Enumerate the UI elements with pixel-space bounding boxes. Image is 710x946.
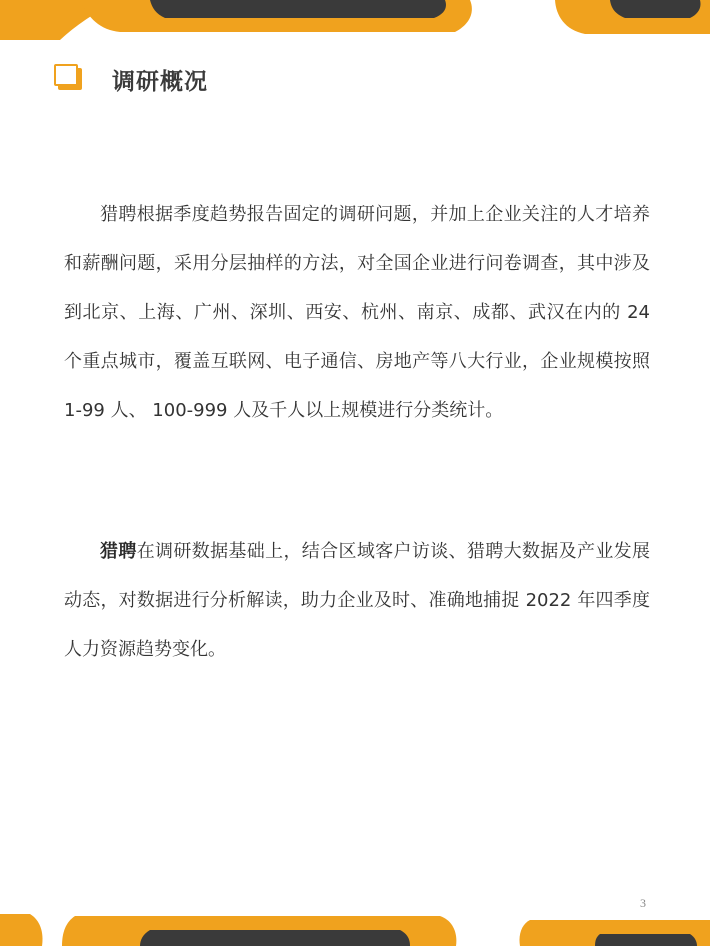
brand-name: 猎聘 — [100, 541, 137, 562]
section-title: 调研概况 — [112, 68, 208, 95]
top-band-graphic — [0, 0, 710, 40]
body-paragraph-2-text: 在调研数据基础上，结合区域客户访谈、猎聘大数据及产业发展动态，对数据进行分析解读，助力企业及时、准确地捕捉 2022 年四季度人力资源趋势变化。 — [64, 541, 651, 660]
body-paragraph-1: 猎聘根据季度趋势报告固定的调研问题，并加上企业关注的人才培养和薪酬问题，采用分层抽样的方法，对全国企业进行问卷调查，其中涉及到北京、上海、广州、深圳、西安、杭州、南京、成都、武汉在内的 24 个重点城市，覆盖互联网、电子通信、房地产等八大行业，企业规模按照 1-99 人、 100-999 人及千人以上规模进行分类统计。 — [64, 204, 650, 421]
bottom-decorative-band — [0, 906, 710, 946]
section-header — [54, 62, 208, 96]
body-paragraph-2 — [64, 527, 650, 674]
bottom-band-dark-right — [595, 934, 697, 946]
top-decorative-band — [0, 0, 710, 40]
top-band-dark-right — [610, 0, 701, 18]
top-band-dark-strip — [150, 0, 446, 18]
double-square-bullet-icon — [54, 64, 86, 94]
bottom-band-graphic — [0, 906, 710, 946]
bottom-band-orange-left — [0, 914, 43, 946]
bullet-front-square — [54, 64, 78, 86]
bottom-band-dark-strip — [140, 930, 410, 946]
page-number: 3 — [640, 896, 646, 910]
